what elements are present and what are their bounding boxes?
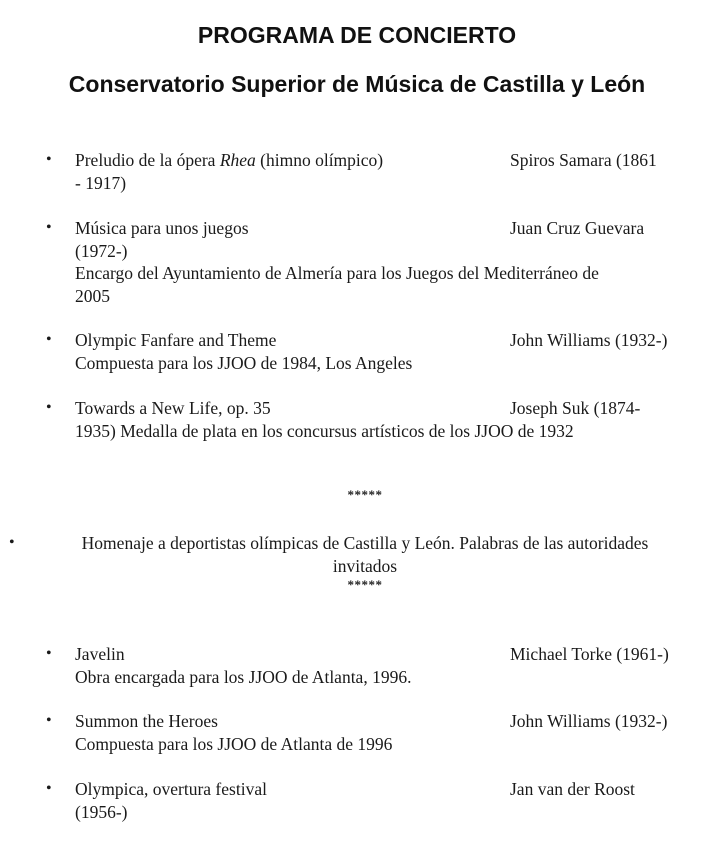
separator: ***** xyxy=(347,487,383,502)
piece-note: Compuesta para los JJOO de 1984, Los Angeles xyxy=(75,352,413,373)
composer-name: Michael Torke (1961-) xyxy=(510,644,669,664)
composer-name: John Williams (1932-) xyxy=(510,711,668,731)
program-item xyxy=(46,778,695,823)
bullet-icon: • xyxy=(46,219,52,236)
piece-title: Javelin xyxy=(75,644,125,664)
piece-note: 1935) Medalla de plata en los concursus artísticos de los JJOO de 1932 xyxy=(75,420,574,441)
composer-name: Juan Cruz Guevara xyxy=(510,218,645,238)
piece-title: Summon the Heroes xyxy=(75,711,218,731)
bullet-icon: • xyxy=(46,331,52,348)
program-item xyxy=(46,329,695,374)
piece-note: Compuesta para los JJOO de Atlanta de 1996 xyxy=(75,733,393,754)
program-item xyxy=(46,217,695,307)
piece-title: Olympic Fanfare and Theme xyxy=(75,330,277,350)
bullet-icon: • xyxy=(46,151,52,168)
separator: ***** xyxy=(347,577,383,592)
tribute-text: Homenaje a deportistas olímpicas de Castilla y León. Palabras de las autoridades xyxy=(81,533,649,553)
composer-name: Joseph Suk (1874- xyxy=(510,398,641,418)
composer-name: Spiros Samara (1861 xyxy=(510,150,657,170)
bullet-icon: • xyxy=(46,780,52,797)
composer-dates: - 1917) xyxy=(75,172,127,193)
program-item xyxy=(46,149,695,194)
piece-note: Encargo del Ayuntamiento de Almería para los Juegos del Mediterráneo de xyxy=(75,263,599,283)
bullet-icon: • xyxy=(9,534,15,551)
tribute-text: invitados xyxy=(332,555,398,576)
bullet-icon: • xyxy=(46,712,52,729)
program-item xyxy=(46,643,695,688)
piece-title: Preludio de la ópera Rhea (himno olímpico) xyxy=(75,150,384,170)
program-item xyxy=(46,710,695,755)
piece-note: Obra encargada para los JJOO de Atlanta, 1996. xyxy=(75,666,412,687)
piece-title: Olympica, overtura festival xyxy=(75,779,267,799)
piece-title: Música para unos juegos xyxy=(75,218,249,238)
composer-name: Jan van der Roost xyxy=(510,779,635,799)
piece-note: 2005 xyxy=(75,285,110,306)
composer-dates: (1956-) xyxy=(75,801,128,822)
page-subtitle: Conservatorio Superior de Música de Castilla y León xyxy=(68,71,646,97)
composer-dates: (1972-) xyxy=(75,240,128,261)
composer-name: John Williams (1932-) xyxy=(510,330,668,350)
bullet-icon: • xyxy=(46,645,52,662)
bullet-icon: • xyxy=(46,399,52,416)
tribute-item xyxy=(0,532,714,577)
piece-title: Towards a New Life, op. 35 xyxy=(75,398,271,418)
program-item xyxy=(46,397,695,442)
page-title: PROGRAMA DE CONCIERTO xyxy=(197,22,517,48)
